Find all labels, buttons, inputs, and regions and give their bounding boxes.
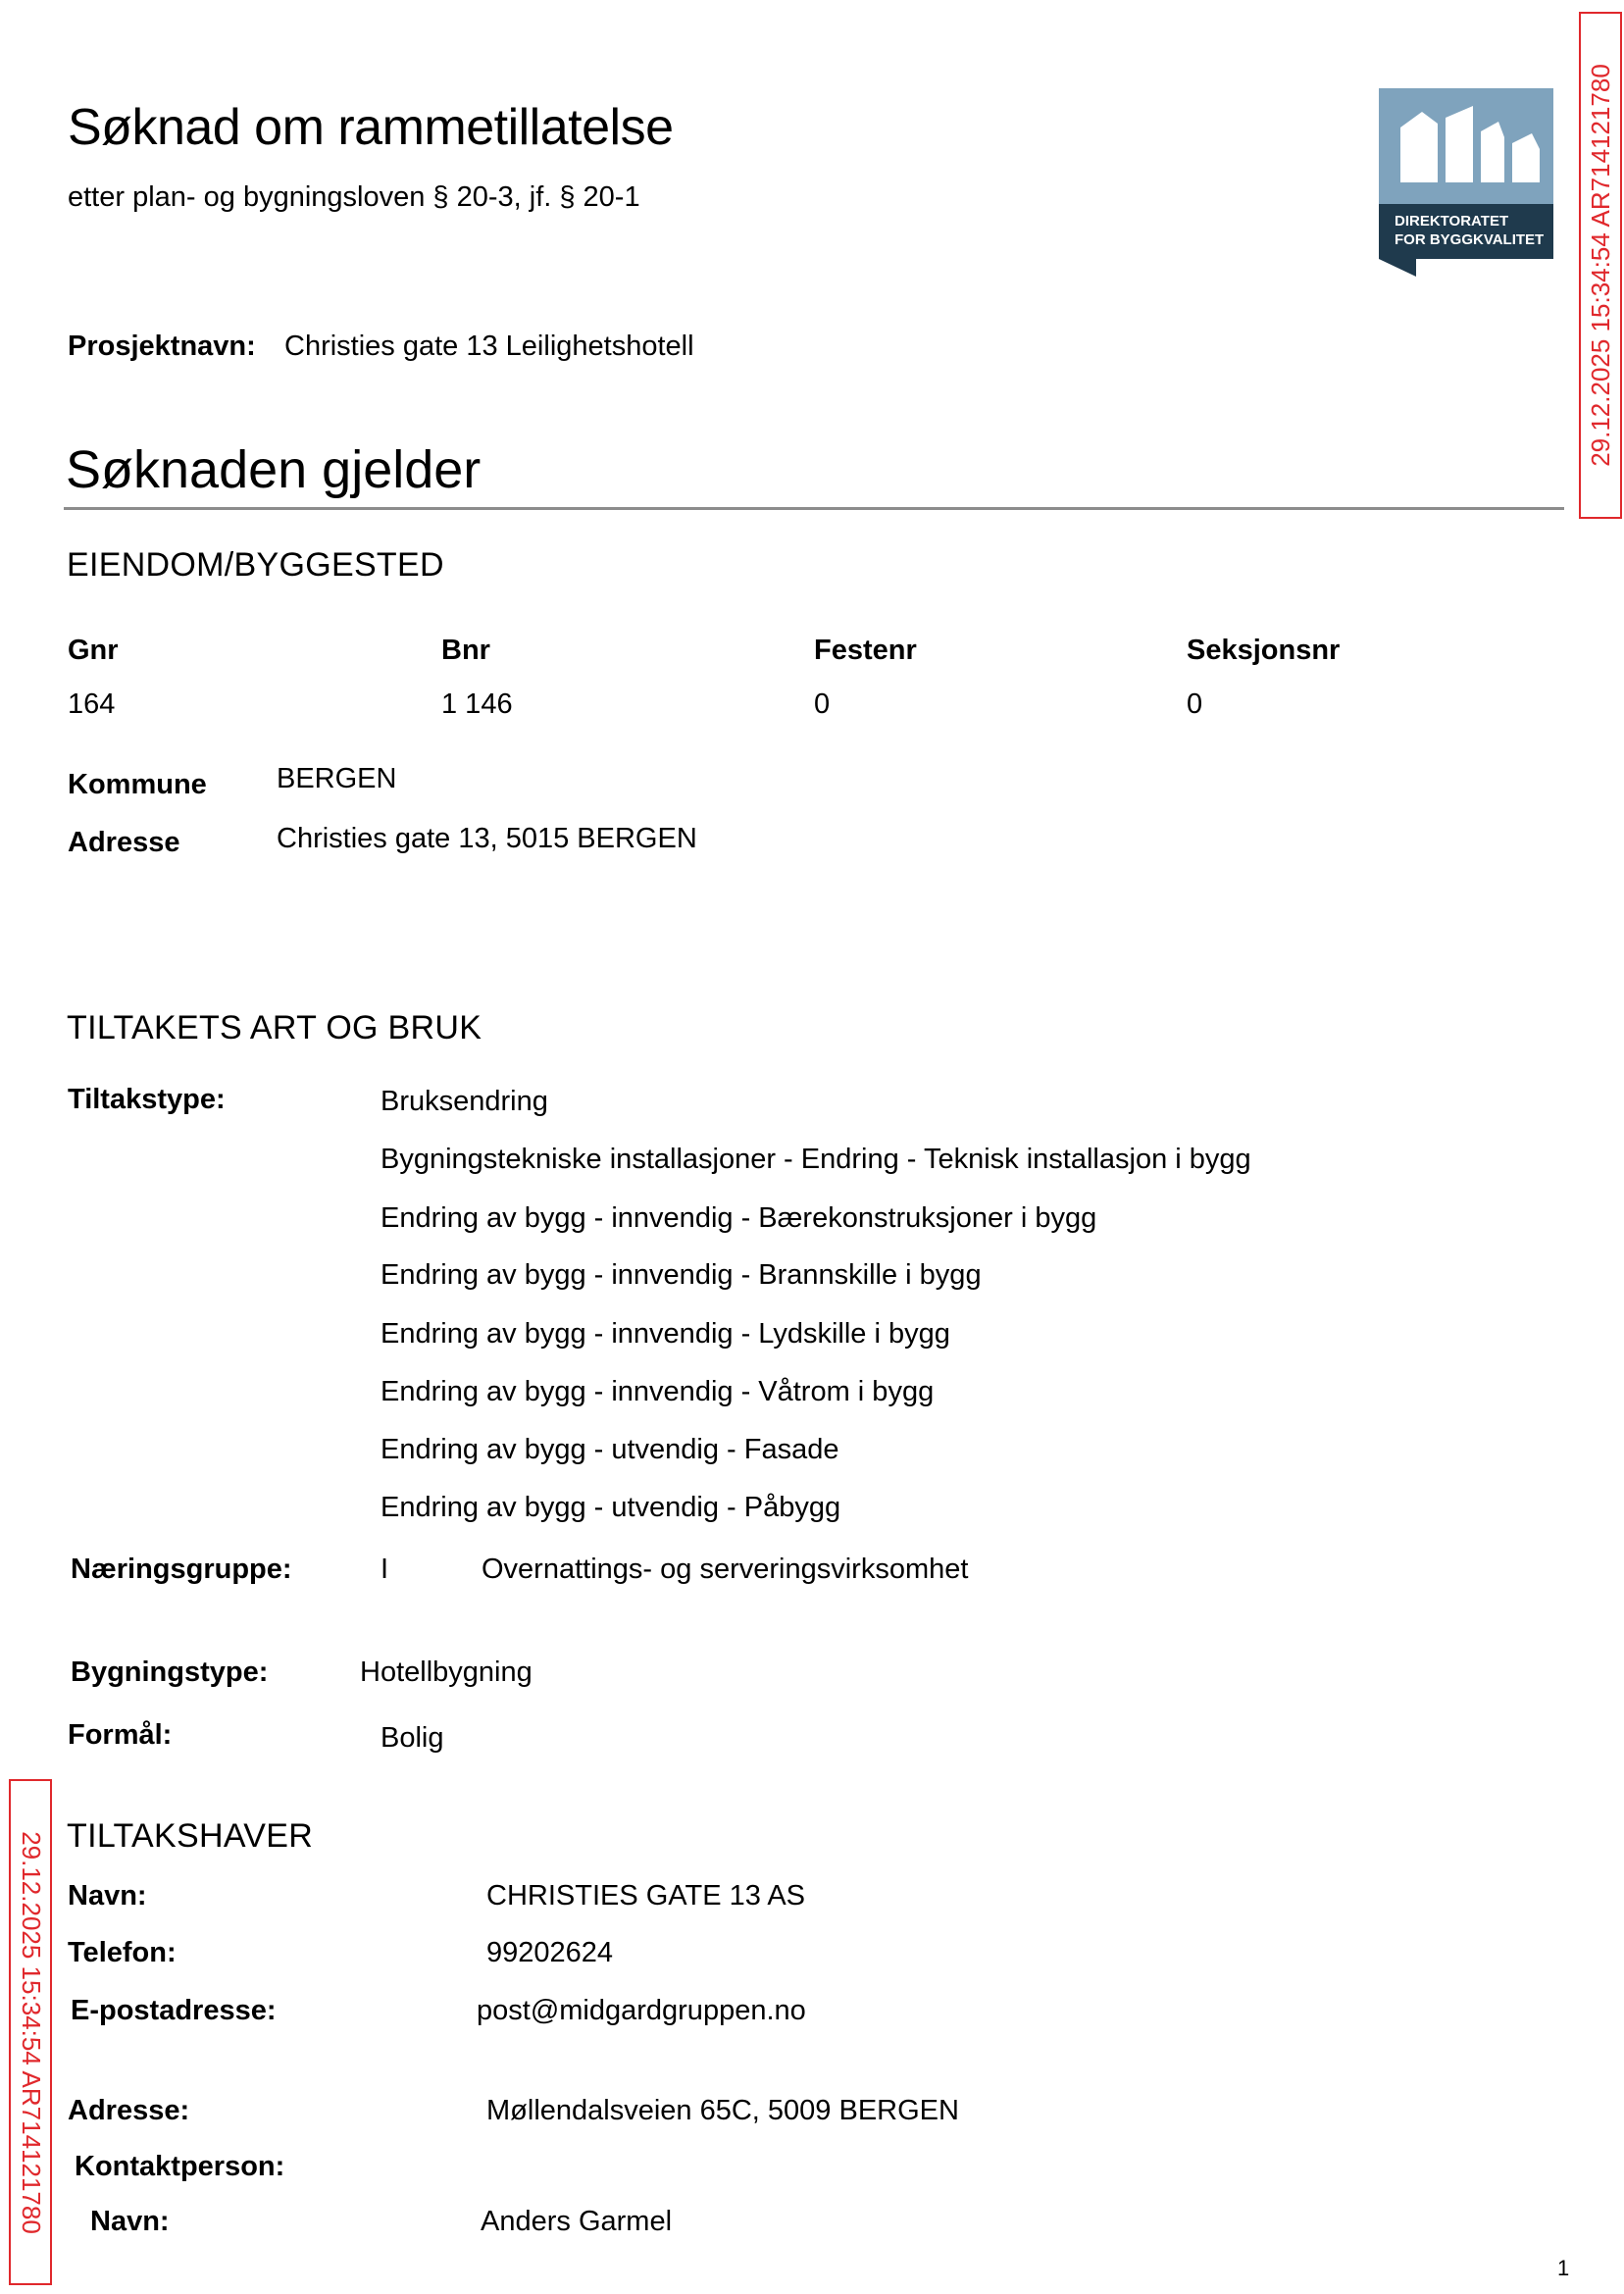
section-heading: Søknaden gjelder: [66, 440, 482, 499]
tiltakstype-item: Endring av bygg - utvendig - Fasade: [381, 1434, 839, 1465]
kontaktperson-label: Kontaktperson:: [75, 2151, 285, 2182]
kontakt-navn-value: Anders Garmel: [481, 2206, 673, 2237]
project-value: Christies gate 13 Leilighetshotell: [284, 331, 694, 362]
tiltakstype-item: Endring av bygg - innvendig - Våtrom i bygg: [381, 1376, 935, 1407]
stamp-text: 29.12.2025 15:34:54 AR714121780: [1585, 64, 1615, 467]
naeringsgruppe-value: Overnattings- og serveringsvirksomhet: [482, 1554, 969, 1585]
building-logo-icon: [1379, 88, 1553, 277]
festenr-label: Festenr: [814, 635, 917, 666]
epost-value: post@midgardgruppen.no: [477, 1995, 806, 2026]
bygningstype-value: Hotellbygning: [360, 1657, 533, 1688]
tiltakshaver-adresse-label: Adresse:: [68, 2095, 190, 2126]
bygningstype-label: Bygningstype:: [71, 1657, 269, 1688]
tiltakstype-item: Endring av bygg - innvendig - Brannskille i bygg: [381, 1259, 982, 1291]
stamp-bottom-left: [9, 1779, 52, 2285]
adresse-value: Christies gate 13, 5015 BERGEN: [277, 823, 697, 854]
stamp-top-right: [1579, 12, 1622, 519]
gnr-label: Gnr: [68, 635, 119, 666]
adresse-label: Adresse: [68, 827, 180, 858]
bnr-label: Bnr: [441, 635, 490, 666]
page-subtitle: etter plan- og bygningsloven § 20-3, jf. § 20-1: [68, 181, 640, 213]
section-divider: [64, 507, 1564, 510]
telefon-value: 99202624: [486, 1937, 614, 1968]
naeringsgruppe-label: Næringsgruppe:: [71, 1554, 292, 1585]
logo-line1: DIREKTORATET: [1395, 213, 1509, 229]
tiltakstype-label: Tiltakstype:: [68, 1084, 226, 1115]
tiltakstype-item: Endring av bygg - utvendig - Påbygg: [381, 1492, 841, 1523]
seksjonsnr-value: 0: [1187, 688, 1203, 720]
tiltakshaver-adresse-value: Møllendalsveien 65C, 5009 BERGEN: [486, 2095, 959, 2126]
kommune-value: BERGEN: [277, 763, 397, 794]
tiltakstype-item: Bruksendring: [381, 1086, 548, 1117]
tiltakstype-item: Endring av bygg - innvendig - Bærekonstruksjoner i bygg: [381, 1202, 1097, 1234]
tiltakshaver-heading: TILTAKSHAVER: [67, 1817, 314, 1855]
logo-line2: FOR BYGGKVALITET: [1395, 231, 1545, 248]
formal-value: Bolig: [381, 1722, 444, 1754]
festenr-value: 0: [814, 688, 831, 720]
bnr-value: 1 146: [441, 688, 513, 720]
formal-label: Formål:: [68, 1719, 173, 1751]
page-title: Søknad om rammetillatelse: [68, 99, 674, 156]
tiltakshaver-navn-label: Navn:: [68, 1880, 147, 1912]
page-number: 1: [1557, 2256, 1570, 2280]
seksjonsnr-label: Seksjonsnr: [1187, 635, 1341, 666]
gnr-value: 164: [68, 688, 116, 720]
project-label: Prosjektnavn:: [68, 331, 256, 362]
tiltakstype-item: Endring av bygg - innvendig - Lydskille i bygg: [381, 1318, 950, 1350]
kontakt-navn-label: Navn:: [90, 2206, 170, 2237]
stamp-text: 29.12.2025 15:34:54 AR714121780: [16, 1830, 46, 2234]
naeringsgruppe-code: I: [381, 1554, 389, 1585]
kommune-label: Kommune: [68, 769, 207, 800]
eiendom-heading: EIENDOM/BYGGESTED: [67, 546, 444, 584]
logo: [1379, 88, 1553, 277]
tiltak-heading: TILTAKETS ART OG BRUK: [67, 1009, 482, 1046]
telefon-label: Telefon:: [68, 1937, 177, 1968]
epost-label: E-postadresse:: [71, 1995, 277, 2026]
tiltakshaver-navn-value: CHRISTIES GATE 13 AS: [486, 1880, 806, 1912]
tiltakstype-item: Bygningstekniske installasjoner - Endring - Teknisk installasjon i bygg: [381, 1144, 1251, 1175]
